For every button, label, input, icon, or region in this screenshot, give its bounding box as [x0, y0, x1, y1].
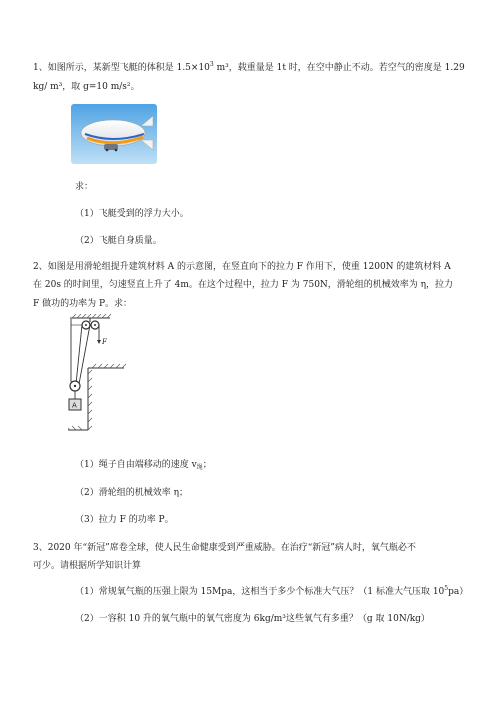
q3-sub2: （2）一容积 10 升的氧气瓶中的氧气密度为 6kg/m³这些氧气有多重？（g 取 10N/kg）: [75, 614, 430, 624]
q3-line1: 3、2020 年“新冠”席卷全球，使人民生命健康受到严重威胁。在治疗“新冠”病人时，氧气瓶必不: [33, 543, 416, 553]
q1-line2: kg/ m³，取 g=10 m/s²。: [33, 82, 140, 92]
q3-sub1: （1）常规氧气瓶的压强上限为 15Mpa，这相当于多少个标准大气压？（1 标准大气压取 $10^5pa$）: [75, 585, 469, 597]
q2-line3: F 做功的功率为 P。求：: [33, 299, 133, 309]
q2-line1: 2、如图是用滑轮组提升建筑材料 A 的示意图，在竖直向下的拉力 F 作用下，使重 1200N 的建筑材料 A: [33, 262, 451, 272]
q1-sub1: （1）飞艇受到的浮力大小。: [75, 209, 189, 219]
q2-sub1: （1）绳子自由端移动的速度 $v_绳$；: [75, 460, 212, 471]
force-label: F: [102, 338, 107, 346]
q1-ask: 求：: [75, 182, 94, 192]
q1-line1: 1、如图所示，某新型飞艇的体积是 $1.5\times 10^3$ m³，载重量是 1t 时，在空中静止不动。若空气的密度是 1.29: [33, 61, 465, 73]
q2-sub2: （2）滑轮组的机械效率 η；: [75, 488, 188, 498]
q2-sub3: （3）拉力 F 的功率 P。: [75, 515, 174, 525]
pulley-diagram: [68, 312, 132, 432]
q3-line2: 可少。请根据所学知识计算: [33, 561, 142, 571]
q1-sub2: （2）飞艇自身质量。: [75, 236, 162, 246]
block-label: A: [72, 401, 77, 410]
q2-line2: 在 20s 的时间里，匀速竖直上升了 4m。在这个过程中，拉力 F 为 750N，滑轮组的机械效率为 η，拉力: [33, 280, 454, 290]
blimp-image: [71, 104, 157, 164]
